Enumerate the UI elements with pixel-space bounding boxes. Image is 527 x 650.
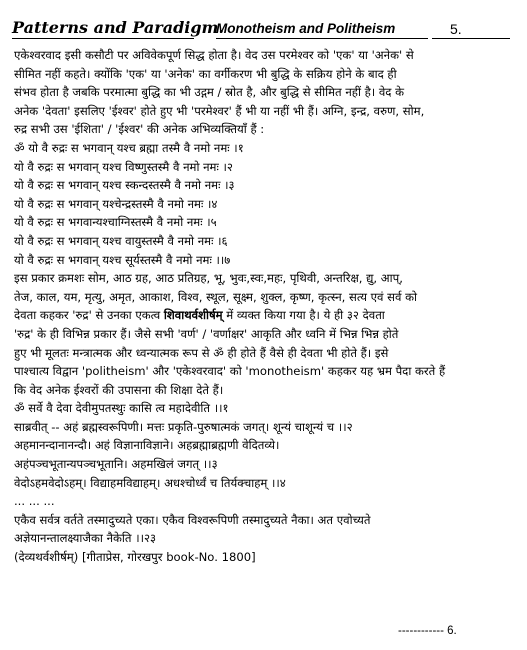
body-text [14, 46, 518, 567]
verse-line: ॐ सर्वे वै देवा देवीमुपतस्थुः कासि त्व महादेवीति ।।१ [14, 401, 229, 416]
mantra-line: ॐ यो वै रुद्रः स भगवान् यश्च ब्रह्मा तस्मै वै नमो नमः ।१ [14, 140, 244, 155]
bold-term: शिवाथर्वशीर्षम् [163, 308, 223, 323]
header-chapter-title: Monotheism and Politheism [216, 21, 396, 36]
body-line: इस प्रकार क्रमशः सोम, आठ ग्रह, आठ प्रतिग्रह, भू, भुवः,स्वः,महः, पृथिवी, अन्तरिक्ष, द्यु, आप्, [14, 271, 403, 286]
body-line-start: देवता कहकर 'रुद्र' से उनका एकत्व [14, 308, 164, 323]
verse-line: अज्ञेयानन्तालक्ष्याजैका नैकेति ।।२३ [14, 531, 157, 546]
header-rule-center [216, 38, 428, 39]
body-line: सीमित नहीं कहते। क्योंकि 'एक' या 'अनेक' का वर्गीकरण भी बुद्धि के सक्रिय होने के बाद ही [14, 66, 397, 81]
mantra-line: यो वै रुद्रः स भगवान् यश्च स्कन्दस्तस्मै वै नमो नमः ।३ [14, 178, 235, 193]
mantra-line: यो वै रुद्रः स भगवान् यश्च वायुस्तस्मै वै नमो नमः ।६ [14, 233, 228, 248]
body-line-end: में व्यक्त किया गया है। ये ही ३२ देवता [222, 308, 385, 323]
body-line: रुद्र सभी उस 'ईशिता' / 'ईश्वर' की अनेक अभिव्यक्तियाँ हैं : [14, 122, 265, 137]
body-line: पाश्चात्य विद्वान 'politheism' और 'एकेश्वरवाद' को 'monotheism' कहकर यह भ्रम पैदा करते हैं [14, 364, 446, 379]
verse-line: एकैव सर्वत्र वर्तते तस्मादुच्यते एका। एकैव विश्वरूपिणी तस्मादुच्यते नैका। अत एवोच्यते [14, 512, 371, 527]
body-line: तेज, काल, यम, मृत्यु, अमृत, आकाश, विश्व, स्थूल, सूक्ष्म, शुक्ल, कृष्ण, कृत्स्न, सत्य एवं सर्व को [14, 289, 418, 304]
body-line: अनेक 'देवता' इसलिए 'ईश्वर' होते हुए भी 'परमेश्वर' हैं भी या नहीं भी हैं। अग्नि, इन्द्र, वरुण, सोम, [14, 103, 425, 118]
header-rule-right [432, 38, 510, 39]
body-line: संभव होता है जबकि परमात्मा बुद्धि का भी उद्गम / स्रोत है, और बुद्धि से सीमित नहीं है। वेद के [14, 85, 405, 100]
mantra-line: यो वै रुद्रः स भगवान् यश्चेन्द्रस्तस्मै वै नमो नमः ।४ [14, 196, 218, 211]
verse-line: साब्रवीत् -- अहं ब्रह्मस्वरूपिणी। मत्तः प्रकृति-पुरुषात्मकं जगत्। शून्यं चाशून्यं च ।।२ [14, 419, 353, 434]
footer-page-marker: ------------ 6. [398, 625, 457, 637]
header-page-number: 5. [450, 21, 462, 37]
mantra-line: यो वै रुद्रः स भगवान् यश्च सूर्यस्तस्मै वै नमो नमः ।।७ [14, 252, 231, 267]
ellipsis-line: ... ... ... [14, 494, 55, 509]
source-citation: (देव्यथर्वशीर्षम्) [गीताप्रेस, गोरखपुर book-No. 1800] [14, 550, 256, 565]
header-series-title: Patterns and Paradigm. [12, 18, 225, 37]
body-line: हुए भी मूलतः मन्त्रात्मक और ध्वन्यात्मक रूप से ॐ ही होते हैं वैसे ही देवता भी होते हैं। इसे [14, 345, 389, 360]
verse-line: अहंपञ्चभूतान्यपञ्चभूतानि। अहमखिलं जगत् ।।३ [14, 457, 218, 472]
verse-line: वेदोऽहमवेदोऽहम्। विद्याहमविद्याहम्। अधश्चोर्ध्वं च तिर्यक्चाहम् ।।४ [14, 475, 286, 490]
verse-line: अहमानन्दानानन्दौ। अहं विज्ञानाविज्ञाने। अहब्रह्माब्रह्मणी वेदितव्ये। [14, 438, 280, 453]
mantra-line: यो वै रुद्रः स भगवान् यश्च विष्णुस्तस्मै वै नमो नमः ।२ [14, 159, 233, 174]
body-line: कि वेद अनेक ईश्वरों की उपासना की शिक्षा देते हैं। [14, 382, 224, 397]
body-line: 'रुद्र' के ही विभिन्न प्रकार हैं। जैसे सभी 'वर्ण' / 'वर्णाक्षर' आकृति और ध्वनि में भिन्न भिन्न होते [14, 326, 399, 341]
body-line-with-bold [14, 306, 518, 325]
mantra-line: यो वै रुद्रः स भगवान्यश्चाग्निस्तस्मै वै नमो नमः ।५ [14, 215, 217, 230]
body-line: एकेश्वरवाद इसी कसौटी पर अविवेकपूर्ण सिद्ध होता है। वेद उस परमेश्वर को 'एक' या 'अनेक' से [14, 48, 414, 62]
header-rule-left [12, 38, 194, 39]
